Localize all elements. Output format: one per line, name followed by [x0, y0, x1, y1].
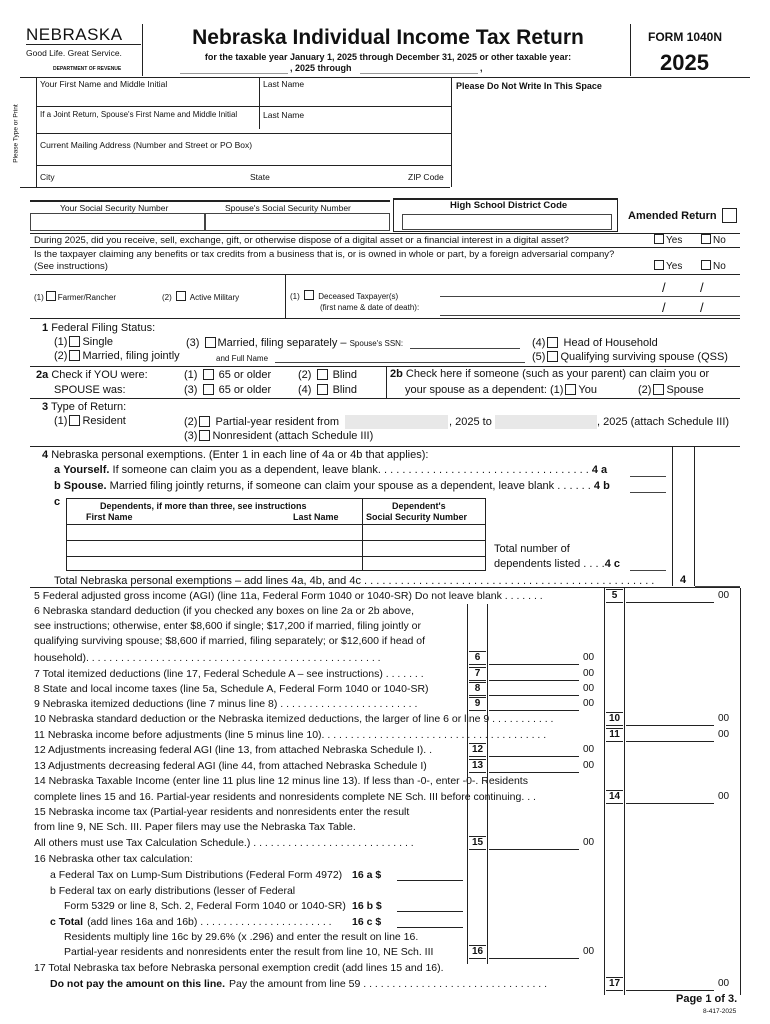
line-17-text: Pay the amount from line 59 . . . . . . . . . . . . . . . . . . . . . . . . . . . . . . . . — [229, 978, 548, 990]
age-spouse-label: 65 or older — [218, 384, 272, 396]
state-label: State — [250, 172, 270, 182]
line-5-amount-field[interactable] — [626, 589, 714, 603]
line-12-cents: 00 — [583, 744, 595, 755]
mfs-name-label: and Full Name — [216, 354, 269, 363]
nr-label: Nonresident (attach Schedule III) — [212, 430, 374, 442]
line-16-label: Partial-year residents and nonresidents enter the result from line 10, NE Sch. III — [64, 946, 434, 958]
dep-header-last: Last Name — [293, 512, 339, 522]
line-4-num: 4 — [42, 449, 49, 461]
line-5-cents: 00 — [718, 590, 730, 601]
deceased-num: (1) — [290, 292, 300, 301]
line-1-num: 1 — [42, 322, 49, 334]
line-13-cents: 00 — [583, 760, 595, 771]
line-17-cents: 00 — [718, 978, 730, 989]
age-you-num: (1) — [184, 369, 198, 381]
spouse-ssn-label: Spouse's Social Security Number — [225, 203, 351, 213]
line-15-amount-field[interactable] — [489, 836, 579, 850]
line-9-amount-field[interactable] — [489, 697, 579, 711]
farmer-label: Farmer/Rancher — [57, 293, 117, 302]
line-16c-label — [50, 916, 332, 928]
line-2b-num: 2b — [390, 368, 403, 380]
line-4c-num: 4 c — [604, 558, 620, 570]
mfs-label: Married, filing separately – — [217, 337, 347, 349]
line-13-amount-field[interactable] — [489, 759, 579, 773]
foreign-yes-label: Yes — [666, 261, 683, 272]
resident-label: Resident — [82, 415, 126, 427]
side-label: Please Type or Print — [12, 104, 20, 163]
line-4c-letter: c — [54, 496, 61, 508]
blind-you-label: Blind — [332, 369, 358, 381]
line-4b-letter: b — [54, 480, 61, 492]
line-16b-text-1-label: b Federal tax on early distributions (lesser of Federal — [50, 885, 296, 897]
line-6-label: household). . . . . . . . . . . . . . . . . . . . . . . . . . . . . . . . . . . . . . . . . . . . . . . . . . . — [34, 652, 381, 664]
line-4b-num: 4 b — [593, 480, 610, 492]
line-8-amount-field[interactable] — [489, 682, 579, 696]
line-2a-you: Check if YOU were: — [51, 369, 148, 381]
line-7-number: 7 — [469, 667, 486, 681]
zip-label: ZIP Code — [408, 172, 444, 182]
deceased-label: Deceased Taxpayer(s) — [318, 292, 399, 301]
logo-text: NEBRASKA — [26, 26, 141, 45]
line-10-number: 10 — [606, 712, 623, 726]
age-you-label: 65 or older — [218, 369, 272, 381]
last-name-label: Last Name — [263, 79, 305, 89]
line-14-number: 14 — [606, 790, 623, 804]
dep-spouse-label: Spouse — [666, 384, 704, 396]
nr-num: (3) — [184, 430, 198, 442]
line-4-label: Nebraska personal exemptions. (Enter 1 in each line of 4a or 4b that applies): — [51, 449, 429, 461]
blind-spouse-num: (4) — [298, 384, 312, 396]
blind-spouse-label: Blind — [332, 384, 358, 396]
total-dep-label-1: Total number of — [494, 543, 570, 555]
hs-district-label: High School District Code — [450, 200, 568, 211]
line-12-label: 12 Adjustments increasing federal AGI (line 13, from attached Nebraska Schedule I). . — [34, 744, 433, 756]
dep-header-ssn-1: Dependent's — [392, 501, 446, 511]
line-16-amount-field[interactable] — [489, 945, 579, 959]
line-12-amount-field[interactable] — [489, 743, 579, 757]
line-7-cents: 00 — [583, 668, 595, 679]
line-16a-field[interactable] — [397, 869, 463, 881]
total-exemptions: Total Nebraska personal exemptions – add lines 4a, 4b, and 4c . . . . . . . . . . . . . . . . . . . . . . . . . . . . . . . . . . . . . . . . . . . . . . . . — [54, 575, 655, 587]
line-17-amount-field[interactable] — [626, 977, 714, 991]
dep-header-ssn-2: Social Security Number — [366, 512, 468, 522]
line-16c-field[interactable] — [397, 916, 463, 928]
date-slash-1: / — [662, 280, 666, 295]
line-2a-num: 2a — [36, 369, 49, 381]
line-10-amount-field[interactable] — [626, 712, 714, 726]
line-16-text-label: 16 Nebraska other tax calculation: — [34, 853, 193, 865]
mfj-label: Married, filing jointly — [82, 350, 180, 362]
foreign-question-1: Is the taxpayer claiming any benefits or tax credits from a business that is, or is owned in whole or part, by a foreign adversarial company? — [34, 249, 615, 260]
dep-spouse-num: (2) — [638, 384, 652, 396]
line-9-label: 9 Nebraska itemized deductions (line 7 minus line 8) . . . . . . . . . . . . . . . . . . . . . . . . — [34, 698, 418, 710]
logo-tagline: Good Life. Great Service. — [26, 48, 122, 58]
form-year: 2025 — [660, 50, 709, 75]
line-2a-spouse: SPOUSE was: — [54, 384, 126, 396]
address-label: Current Mailing Address (Number and Street or PO Box) — [40, 140, 253, 150]
line-16-text-d-label: Residents multiply line 16c by 29.6% (x .296) and enter the result on line 16. — [64, 931, 419, 943]
city-label: City — [40, 172, 55, 182]
line-15-label: All others must use Tax Calculation Schedule.) . . . . . . . . . . . . . . . . . . . . . . . . . . . . — [34, 837, 414, 849]
line-12-number: 12 — [469, 743, 486, 757]
qss-label: Qualifying surviving spouse (QSS) — [560, 351, 728, 363]
line-16c-bold: c Total — [50, 916, 84, 928]
mfj-num: (2) — [54, 350, 68, 362]
logo-dept: DEPARTMENT OF REVENUE — [53, 66, 122, 72]
line-3-num: 3 — [42, 401, 49, 413]
line-16a-number: 16 a $ — [352, 869, 382, 881]
no-write-label: Please Do Not Write In This Space — [456, 81, 602, 91]
hoh-num: (4) — [532, 337, 546, 349]
line-15-cents: 00 — [583, 837, 595, 848]
line-7-amount-field[interactable] — [489, 667, 579, 681]
line-16c-text: (add lines 16a and 16b) . . . . . . . . . . . . . . . . . . . . . . . — [87, 916, 332, 928]
spouse-last-label: Last Name — [263, 110, 305, 120]
mfs-ssn-label: Spouse's SSN: — [349, 339, 404, 348]
line-6-text-2-label: see instructions; otherwise, enter $8,600 if single; $17,200 if married, filing jointly or — [34, 620, 421, 632]
dep-you-num: (1) — [549, 384, 564, 396]
line-9-number: 9 — [469, 697, 486, 711]
line-13-number: 13 — [469, 759, 486, 773]
line-4a-num: 4 a — [591, 464, 608, 476]
line-16-cents: 00 — [583, 946, 595, 957]
line-5-number: 5 — [606, 589, 623, 603]
line-16b-label: Form 5329 or line 8, Sch. 2, Federal Form 1040 or 1040-SR) — [64, 900, 346, 912]
amended-label: Amended Return — [628, 210, 717, 222]
military-label: Active Military — [189, 293, 240, 302]
line-17-text-1-label: 17 Total Nebraska tax before Nebraska personal exemption credit (add lines 15 and 16). — [34, 962, 444, 974]
foreign-no-label: No — [713, 261, 726, 272]
line-16a-label: a Federal Tax on Lump-Sum Distributions (Federal Form 4972) — [50, 869, 343, 881]
date-slash-3: / — [662, 300, 666, 315]
line-15-text-1-label: 15 Nebraska income tax (Partial-year residents and nonresidents enter the result — [34, 806, 410, 818]
line-6-text-3-label: qualifying surviving spouse; $8,600 if married, filing separately; or $12,600 if head of — [34, 635, 426, 647]
line-14-cents: 00 — [718, 791, 730, 802]
line-14-text-1-label: 14 Nebraska Taxable Income (enter line 11 plus line 12 minus line 13). If less than -0-, enter -0-. Residents — [34, 775, 528, 787]
single-num: (1) — [54, 336, 68, 348]
line-11-amount-field[interactable] — [626, 728, 714, 742]
mfs-num: (3) — [186, 337, 200, 349]
form-number: FORM 1040N — [648, 30, 723, 44]
line-17-number: 17 — [606, 977, 623, 991]
line-8-label: 8 State and local income taxes (line 5a, Schedule A, Federal Form 1040 or 1040-SR) — [34, 683, 429, 695]
line-1-label: Federal Filing Status: — [51, 322, 156, 334]
line-3-label: Type of Return: — [50, 401, 127, 413]
line-4a-bold: Yourself. — [63, 464, 110, 476]
line-16c-number: 16 c $ — [352, 916, 382, 928]
single-label: Single — [82, 336, 114, 348]
military-num: (2) — [162, 293, 172, 302]
form-title: Nebraska Individual Income Tax Return — [192, 26, 584, 49]
deceased-label-2: (first name & date of death): — [320, 303, 420, 312]
date-slash-2: / — [700, 280, 704, 295]
line-7-label: 7 Total itemized deductions (line 17, Federal Schedule A – see instructions) . . . . . . . — [34, 668, 424, 680]
resident-num: (1) — [54, 415, 68, 427]
blind-you-num: (2) — [298, 369, 312, 381]
line-4a-text: If someone can claim you as a dependent, leave blank. . . . . . . . . . . . . . . . . . . . . . . . . . . . . . . . . . . — [112, 464, 589, 476]
line-11-label: 11 Nebraska income before adjustments (line 5 minus line 10). . . . . . . . . . . . . . . . . . . . . . . . . . . . . . . . . . . . . . . — [34, 729, 547, 741]
line-4b-text: Married filing jointly returns, if someone can claim your spouse as a dependent, leave blank . . . . . . — [109, 480, 591, 492]
py-label: Partial-year resident from — [215, 416, 340, 428]
line-11-number: 11 — [606, 728, 623, 742]
line-16-number: 16 — [469, 945, 486, 959]
dep-header-1: Dependents, if more than three, see instructions — [100, 501, 307, 511]
spouse-name-label: If a Joint Return, Spouse's First Name and Middle Initial — [40, 110, 238, 119]
date-slash-4: / — [700, 300, 704, 315]
hoh-label: Head of Household — [563, 337, 658, 349]
line-2b-text-2: your spouse as a dependent: — [405, 384, 547, 396]
line-4b-bold: Spouse. — [63, 480, 107, 492]
foreign-question-2: (See instructions) — [34, 261, 108, 272]
line-2b-text: Check here if someone (such as your parent) can claim you or — [405, 368, 710, 380]
line-8-cents: 00 — [583, 683, 595, 694]
line-15-number: 15 — [469, 836, 486, 850]
age-spouse-num: (3) — [184, 384, 198, 396]
ssn-label: Your Social Security Number — [60, 203, 169, 213]
line-4-total-num: 4 — [680, 574, 687, 586]
line-17-bold: Do not pay the amount on this line. — [50, 978, 225, 990]
line-8-number: 8 — [469, 682, 486, 696]
subtitle-comma: , — [480, 63, 483, 73]
line-10-label: 10 Nebraska standard deduction or the Nebraska itemized deductions, the larger of line 6 or line 9 . . . . . . . . . . . — [34, 713, 554, 725]
form-subtitle: for the taxable year January 1, 2025 through December 31, 2025 or other taxable year: — [204, 52, 572, 62]
page-number: Page 1 of 3. — [676, 993, 738, 1005]
line-15-text-2-label: from line 9, NE Sch. III. Paper filers may use the Nebraska Tax Table. — [34, 821, 356, 833]
dep-you-label: You — [578, 384, 597, 396]
farmer-num: (1) — [34, 293, 44, 302]
line-14-amount-field[interactable] — [626, 790, 714, 804]
py-to-label: , 2025 to — [449, 416, 492, 428]
line-6-text-1-label: 6 Nebraska standard deduction (if you checked any boxes on line 2a or 2b above, — [34, 605, 414, 617]
line-11-cents: 00 — [718, 729, 730, 740]
form-subtitle-2: , 2025 through — [290, 63, 352, 73]
line-14-label: complete lines 15 and 16. Partial-year residents and nonresidents complete NE Sch. III before continuing. . . — [34, 791, 536, 803]
digital-asset-question: During 2025, did you receive, sell, exchange, gift, or otherwise dispose of a digital asset or a financial interest in a digital asset? — [34, 235, 569, 246]
line-13-label: 13 Adjustments decreasing federal AGI (line 44, from attached Nebraska Schedule I) — [34, 760, 427, 772]
line-9-cents: 00 — [583, 698, 595, 709]
line-10-cents: 00 — [718, 713, 730, 724]
line-5-label: 5 Federal adjusted gross income (AGI) (line 11a, Federal Form 1040 or 1040-SR) Do not leave blank . . . . . . . — [34, 590, 543, 602]
dep-header-first: First Name — [86, 512, 133, 522]
form-code: 8-417-2025 — [703, 1008, 737, 1015]
line-16b-field[interactable] — [397, 900, 463, 912]
digital-yes-label: Yes — [666, 235, 683, 246]
line-6-number: 6 — [469, 651, 486, 665]
qss-num: (5) — [532, 351, 546, 363]
py-end-label: , 2025 (attach Schedule III) — [597, 416, 730, 428]
py-num: (2) — [184, 416, 198, 428]
line-6-amount-field[interactable] — [489, 651, 579, 665]
line-16b-number: 16 b $ — [352, 900, 382, 912]
line-17-label — [50, 978, 602, 990]
total-dep-text: dependents listed . . . . — [494, 558, 605, 570]
line-4a-letter: a — [54, 464, 61, 476]
digital-no-label: No — [713, 235, 726, 246]
line-6-cents: 00 — [583, 652, 595, 663]
first-name-label: Your First Name and Middle Initial — [40, 79, 168, 89]
